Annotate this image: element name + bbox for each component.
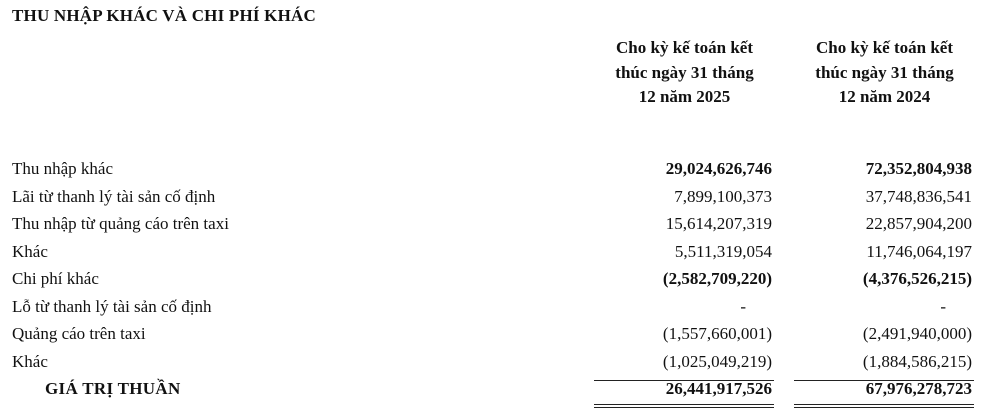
column-header-2024 [792, 36, 977, 110]
column-header-line: thúc ngày 31 tháng [615, 62, 754, 82]
section-title: THU NHẬP KHÁC VÀ CHI PHÍ KHÁC [12, 6, 316, 25]
total-double-rule [794, 404, 974, 405]
value-2024: 22,857,904,200 [865, 214, 972, 233]
value-2024: (2,491,940,000) [862, 324, 972, 343]
total-value-2025: 26,441,917,526 [665, 379, 772, 398]
value-2025: - [740, 296, 746, 316]
value-2025: 15,614,207,319 [665, 214, 772, 233]
column-header-line: Cho kỳ kế toán kết [816, 38, 953, 57]
row-label: Khác [12, 351, 48, 371]
row-label: Khác [12, 241, 48, 261]
table-row [0, 349, 994, 377]
value-2025: 29,024,626,746 [665, 159, 772, 178]
value-2024: 11,746,064,197 [866, 241, 972, 261]
table-row [0, 184, 994, 212]
column-header-line: 12 năm 2025 [638, 87, 731, 106]
total-double-rule [794, 407, 974, 408]
line-items-table [0, 156, 994, 404]
table-row [0, 211, 994, 239]
table-row-other-income [0, 156, 994, 184]
row-label: Lãi từ thanh lý tài sản cố định [12, 186, 216, 206]
value-2024: (4,376,526,215) [862, 269, 972, 288]
value-2025: 7,899,100,373 [674, 186, 772, 206]
total-double-rule [594, 404, 774, 405]
value-2024: 72,352,804,938 [865, 159, 972, 178]
value-2025: (1,025,049,219) [662, 351, 772, 371]
total-double-rule [594, 407, 774, 408]
column-header-line: 12 năm 2024 [838, 87, 931, 106]
value-2024: (1,884,586,215) [862, 351, 972, 371]
total-label: GIÁ TRỊ THUẦN [45, 379, 181, 398]
row-label: Lỗ từ thanh lý tài sản cố định [12, 296, 212, 316]
total-value-2024: 67,976,278,723 [865, 379, 972, 398]
table-row [0, 239, 994, 267]
total-top-rule [594, 380, 774, 381]
column-header-line: Cho kỳ kế toán kết [616, 38, 753, 57]
table-row-other-expenses [0, 266, 994, 294]
value-2025: (2,582,709,220) [662, 269, 772, 288]
value-2025: 5,511,319,054 [674, 241, 772, 261]
column-header-2025 [592, 36, 777, 110]
row-label: Thu nhập từ quảng cáo trên taxi [12, 214, 229, 233]
value-2024: 37,748,836,541 [865, 186, 972, 206]
total-top-rule [794, 380, 974, 381]
row-label: Chi phí khác [12, 269, 99, 288]
value-2025: (1,557,660,001) [662, 324, 772, 343]
table-row [0, 294, 994, 322]
row-label: Quảng cáo trên taxi [12, 324, 146, 343]
row-label: Thu nhập khác [12, 159, 114, 178]
value-2024: - [940, 296, 946, 316]
table-row [0, 321, 994, 349]
column-header-line: thúc ngày 31 tháng [815, 62, 954, 82]
